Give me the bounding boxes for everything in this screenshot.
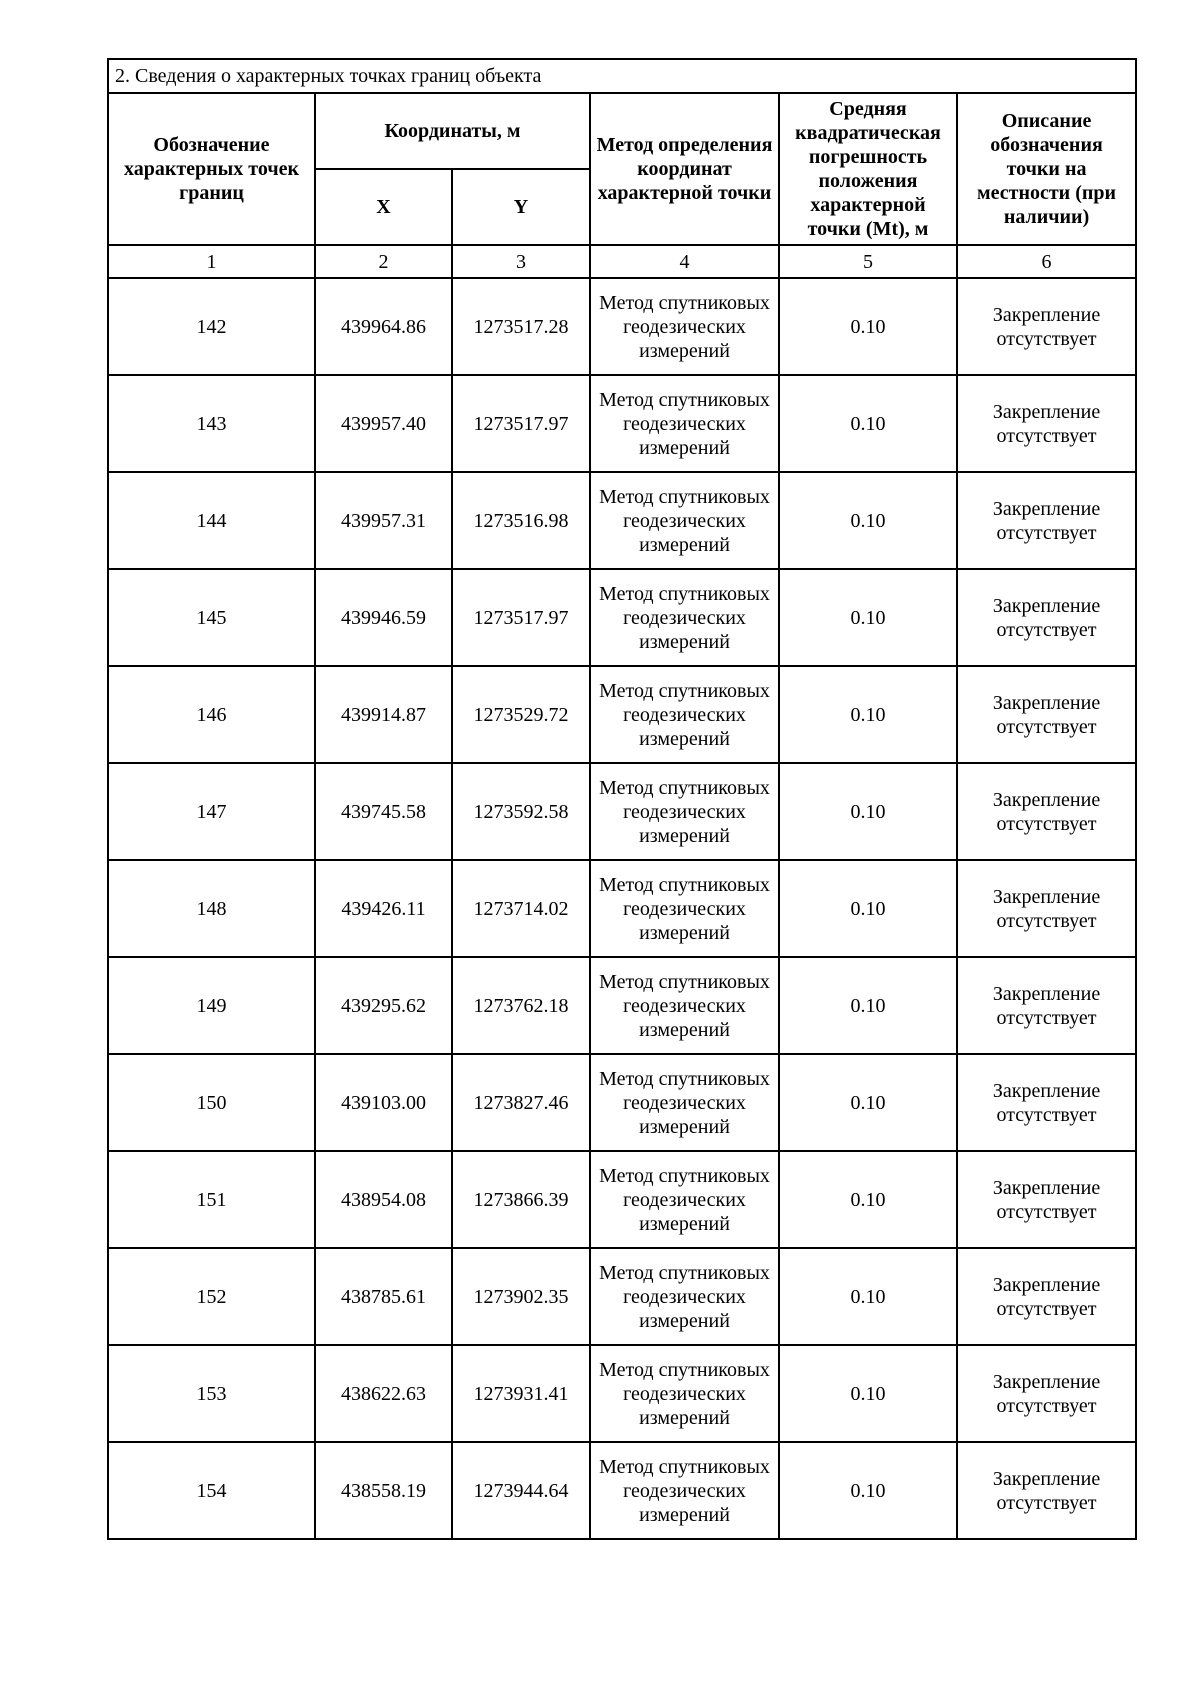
coord-y: 1273827.46 (452, 1054, 590, 1151)
table-title: 2. Сведения о характерных точках границ объекта (108, 59, 1136, 93)
description: Закрепление отсутствует (957, 1345, 1136, 1442)
coord-x: 439295.62 (315, 957, 452, 1054)
method: Метод спутниковых геодезических измерений (590, 1054, 779, 1151)
table-row (108, 666, 1136, 763)
description: Закрепление отсутствует (957, 472, 1136, 569)
mean-error: 0.10 (779, 1151, 957, 1248)
coord-x: 439946.59 (315, 569, 452, 666)
mean-error: 0.10 (779, 666, 957, 763)
column-number: 1 (108, 245, 315, 278)
table-row (108, 1345, 1136, 1442)
description: Закрепление отсутствует (957, 763, 1136, 860)
mean-error: 0.10 (779, 472, 957, 569)
coord-y: 1273944.64 (452, 1442, 590, 1539)
table-row (108, 1054, 1136, 1151)
boundary-points-table (107, 58, 1137, 1540)
coord-x: 438954.08 (315, 1151, 452, 1248)
point-number: 154 (108, 1442, 315, 1539)
description: Закрепление отсутствует (957, 1442, 1136, 1539)
method: Метод спутниковых геодезических измерений (590, 1151, 779, 1248)
header-x: X (315, 169, 452, 245)
table-row (108, 1248, 1136, 1345)
coord-y: 1273517.28 (452, 278, 590, 375)
coord-x: 439745.58 (315, 763, 452, 860)
header-description: Описание обозначения точки на местности (при наличии) (957, 93, 1136, 245)
point-number: 143 (108, 375, 315, 472)
column-number: 6 (957, 245, 1136, 278)
coord-x: 439426.11 (315, 860, 452, 957)
header-point-designation: Обозначение характерных точек границ (108, 93, 315, 245)
mean-error: 0.10 (779, 957, 957, 1054)
coord-x: 439914.87 (315, 666, 452, 763)
method: Метод спутниковых геодезических измерений (590, 472, 779, 569)
column-number: 2 (315, 245, 452, 278)
coord-x: 438785.61 (315, 1248, 452, 1345)
coord-x: 439957.31 (315, 472, 452, 569)
method: Метод спутниковых геодезических измерений (590, 666, 779, 763)
method: Метод спутниковых геодезических измерений (590, 1442, 779, 1539)
header-mean-error: Средняя квадратическая погрешность положения характерной точки (Mt), м (779, 93, 957, 245)
coord-y: 1273902.35 (452, 1248, 590, 1345)
method: Метод спутниковых геодезических измерений (590, 569, 779, 666)
table-row (108, 860, 1136, 957)
description: Закрепление отсутствует (957, 1054, 1136, 1151)
point-number: 149 (108, 957, 315, 1054)
coord-x: 439103.00 (315, 1054, 452, 1151)
point-number: 144 (108, 472, 315, 569)
method: Метод спутниковых геодезических измерений (590, 763, 779, 860)
method: Метод спутниковых геодезических измерений (590, 1248, 779, 1345)
table-row (108, 278, 1136, 375)
coord-x: 438558.19 (315, 1442, 452, 1539)
point-number: 142 (108, 278, 315, 375)
method: Метод спутниковых геодезических измерений (590, 375, 779, 472)
mean-error: 0.10 (779, 569, 957, 666)
mean-error: 0.10 (779, 1248, 957, 1345)
point-number: 145 (108, 569, 315, 666)
table-row (108, 957, 1136, 1054)
coord-y: 1273516.98 (452, 472, 590, 569)
table-row (108, 1151, 1136, 1248)
mean-error: 0.10 (779, 1442, 957, 1539)
coord-x: 438622.63 (315, 1345, 452, 1442)
method: Метод спутниковых геодезических измерений (590, 278, 779, 375)
header-method: Метод определения координат характерной точки (590, 93, 779, 245)
description: Закрепление отсутствует (957, 1248, 1136, 1345)
table-row (108, 1442, 1136, 1539)
mean-error: 0.10 (779, 278, 957, 375)
point-number: 152 (108, 1248, 315, 1345)
coord-y: 1273517.97 (452, 375, 590, 472)
mean-error: 0.10 (779, 1054, 957, 1151)
description: Закрепление отсутствует (957, 1151, 1136, 1248)
mean-error: 0.10 (779, 1345, 957, 1442)
coord-y: 1273517.97 (452, 569, 590, 666)
column-number: 5 (779, 245, 957, 278)
table-row (108, 569, 1136, 666)
description: Закрепление отсутствует (957, 957, 1136, 1054)
method: Метод спутниковых геодезических измерений (590, 1345, 779, 1442)
mean-error: 0.10 (779, 860, 957, 957)
point-number: 146 (108, 666, 315, 763)
coord-y: 1273762.18 (452, 957, 590, 1054)
description: Закрепление отсутствует (957, 569, 1136, 666)
table-row (108, 472, 1136, 569)
point-number: 148 (108, 860, 315, 957)
table-row (108, 375, 1136, 472)
point-number: 150 (108, 1054, 315, 1151)
method: Метод спутниковых геодезических измерений (590, 860, 779, 957)
point-number: 151 (108, 1151, 315, 1248)
coord-y: 1273714.02 (452, 860, 590, 957)
coord-y: 1273529.72 (452, 666, 590, 763)
column-numbers-row (108, 245, 1136, 278)
header-coordinates: Координаты, м (315, 93, 590, 169)
coord-y: 1273592.58 (452, 763, 590, 860)
description: Закрепление отсутствует (957, 278, 1136, 375)
coord-y: 1273931.41 (452, 1345, 590, 1442)
coord-y: 1273866.39 (452, 1151, 590, 1248)
column-number: 4 (590, 245, 779, 278)
header-y: Y (452, 169, 590, 245)
mean-error: 0.10 (779, 763, 957, 860)
coord-x: 439957.40 (315, 375, 452, 472)
method: Метод спутниковых геодезических измерений (590, 957, 779, 1054)
point-number: 153 (108, 1345, 315, 1442)
point-number: 147 (108, 763, 315, 860)
mean-error: 0.10 (779, 375, 957, 472)
coord-x: 439964.86 (315, 278, 452, 375)
description: Закрепление отсутствует (957, 666, 1136, 763)
description: Закрепление отсутствует (957, 375, 1136, 472)
table-row (108, 763, 1136, 860)
column-number: 3 (452, 245, 590, 278)
description: Закрепление отсутствует (957, 860, 1136, 957)
